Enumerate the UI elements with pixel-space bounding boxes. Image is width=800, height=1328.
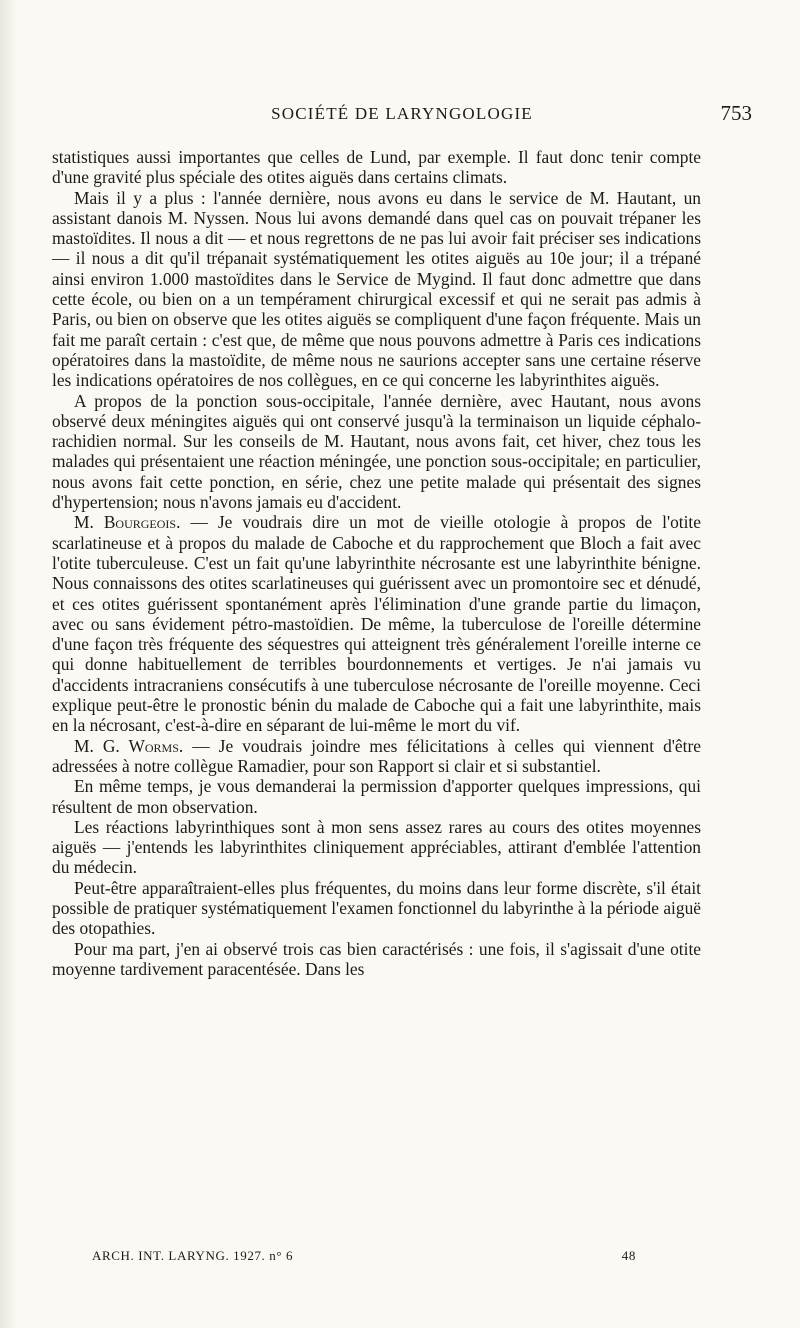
page-footer	[92, 1248, 636, 1268]
page-number: 753	[720, 101, 752, 125]
journal-reference: ARCH. INT. LARYNG. 1927. n° 6	[92, 1248, 294, 1263]
paragraph-text: . — Je voudrais joindre mes félicitations à celles qui viennent d'être adressées à notre collègue Ramadier, pour son Rapport si clair et si substantiel.	[52, 735, 701, 776]
running-header	[52, 101, 752, 130]
paragraph: Pour ma part, j'en ai observé trois cas bien caractérisés : une fois, il s'agissait d'une otite moyenne tardivement paracentésée. Dans les	[52, 938, 701, 979]
paragraph-text: . — Je voudrais dire un mot de vieille otologie à propos de l'otite scarlatineuse et à propos du malade de Caboche et du rapprochement que Bloch a fait avec l'otite tuberculeuse. C'est un fait qu'une labyrinthite nécrosante est une labyrinthite bénigne. Nous connaissons des otites scarlatineuses qui guérissent avec un promontoire sec et dénudé, et ces otites guérissent spontanément après l'élimination d'une grande partie du limaçon, avec ou sans évidement pétro-mastoïdien. De même, la tuberculose de l'oreille détermine d'une façon très fréquente des séquestres qui atteignent très généralement l'oreille interne ce qui donne habituellement de terribles bourdonnements et vertiges. Je n'ai jamais vu d'accidents intracraniens consécutifs à une tuberculose nécrosante de l'oreille moyenne. Ceci explique peut-être le pronostic bénin du malade de Caboche qui a fait une labyrinthite, mais en la nécrosant, c'est-à-dire en séparant de lui-même le mort du vif.	[52, 512, 701, 736]
paragraph: Les réactions labyrinthiques sont à mon sens assez rares au cours des otites moyennes aiguës — j'entends les labyrinthites cliniquement appréciables, attirant d'emblée l'attention du médecin.	[52, 816, 701, 878]
body-text	[52, 147, 701, 979]
speaker-name: M. Bourgeois	[74, 512, 177, 533]
speaker-name: M. G. Worms	[74, 735, 179, 756]
signature-mark: 48	[621, 1248, 636, 1263]
running-title: SOCIÉTÉ DE LARYNGOLOGIE	[271, 104, 533, 123]
paragraph: Peut-être apparaîtraient-elles plus fréquentes, du moins dans leur forme discrète, s'il était possible de pratiquer systématiquement l'examen fonctionnel du labyrinthe à la période aiguë des otopathies.	[52, 877, 701, 939]
paragraph: A propos de la ponction sous-occipitale, l'année dernière, avec Hautant, nous avons observé deux méningites aiguës qui ont conservé jusqu'à la terminaison un liquide céphalo-rachidien normal. Sur les conseils de M. Hautant, nous avons fait, cet hiver, chez tous les malades qui présentaient une réaction méningée, une ponction sous-occipitale; en particulier, nous avons fait cette ponction, en série, chez une petite malade qui présentait des signes d'hypertension; nous n'avons jamais eu d'accident.	[52, 390, 701, 513]
paragraph-continuation: statistiques aussi importantes que celles de Lund, par exemple. Il faut donc tenir compte d'une gravité plus spéciale des otites aiguës dans certains climats.	[52, 147, 701, 188]
paragraph: En même temps, je vous demanderai la permission d'apporter quelques impressions, qui résultent de mon observation.	[52, 776, 701, 817]
paragraph-worms	[52, 736, 701, 777]
paragraph: Mais il y a plus : l'année dernière, nous avons eu dans le service de M. Hautant, un assistant danois M. Nyssen. Nous lui avons demandé dans quel cas on pouvait trépaner les mastoïdites. Il nous a dit — et nous regrettons de ne pas lui avoir fait préciser ses indications — il nous a dit qu'il trépanait systématiquement les otites aiguës au 10e jour; il a trépané ainsi environ 1.000 mastoïdites dans le Service de Mygind. Il faut donc admettre que dans cette école, ou bien on a un tempérament chirurgical excessif et qui ne serait pas admis à Paris, ou bien on observe que les otites aiguës se compliquent d'une façon fréquente. Mais un fait me paraît certain : c'est que, de même que nous pouvons admettre à Paris ces indications opératoires dans la mastoïdite, de même nous ne saurions accepter sans une certaine réserve les indications opératoires de nos collègues, en ce qui concerne les labyrinthites aiguës.	[52, 187, 701, 391]
page-edge-shadow	[0, 0, 18, 1328]
paragraph-bourgeois	[52, 512, 701, 735]
